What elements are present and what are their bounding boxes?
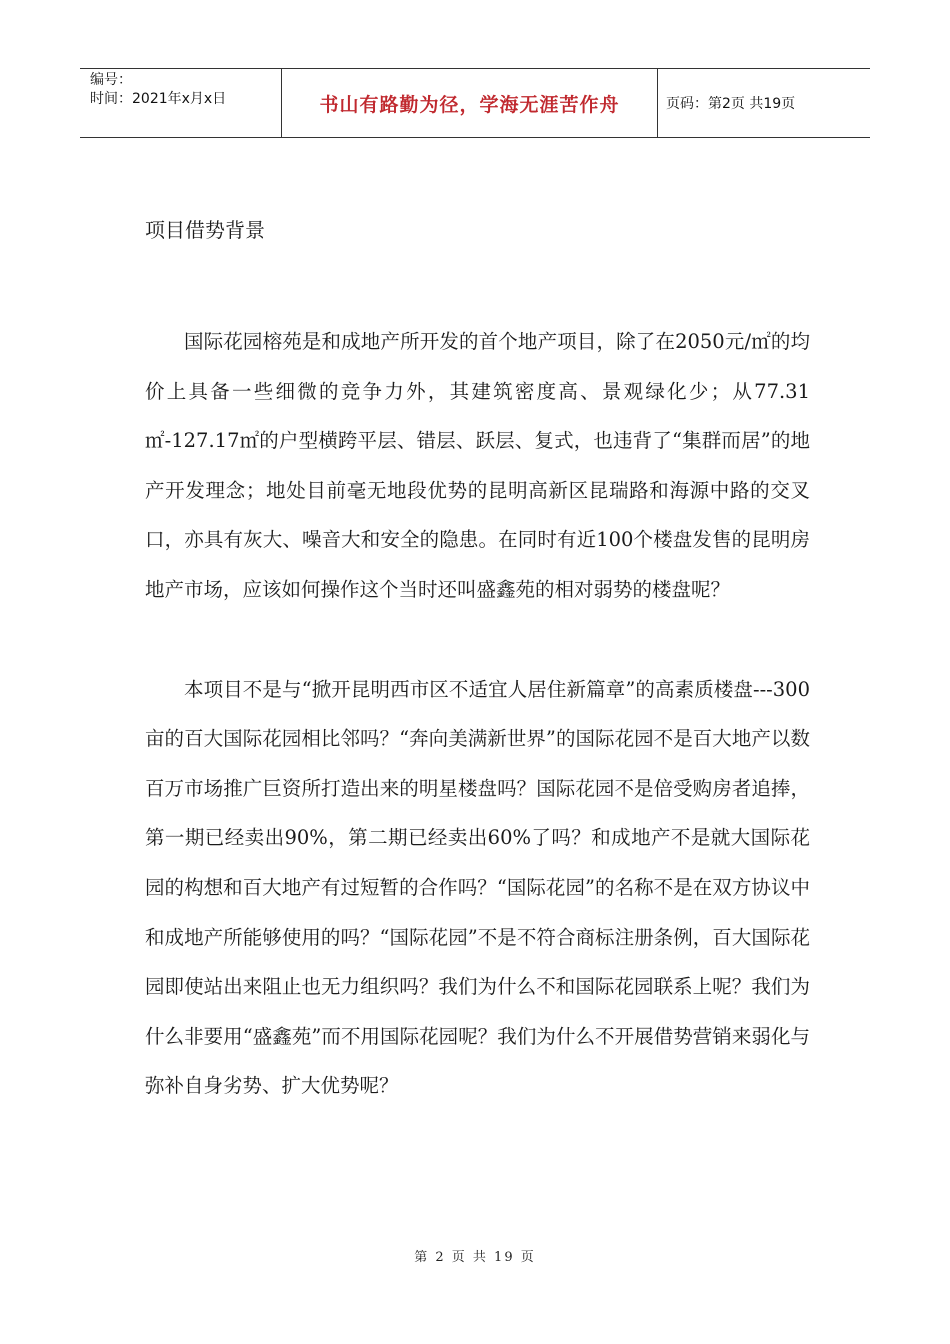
body-paragraph-2: 本项目不是与“掀开昆明西市区不适宜人居住新篇章”的高素质楼盘---300亩的百大国际花园相比邻吗？“奔向美满新世界”的国际花园不是百大地产以数百万市场推广巨资所打造出来的明星楼盘吗？国际花园不是倍受购房者追捧，第一期已经卖出90%，第二期已经卖出60%了吗？和成地产不是就大国际花园的构想和百大地产有过短暂的合作吗？“国际花园”的名称不是在双方协议中和成地产所能够使用的吗？“国际花园”不是不符合商标注册条例，百大国际花园即使站出来阻止也无力组织吗？我们为什么不和国际花园联系上呢？我们为什么非要用“盛鑫苑”而不用国际花园呢？我们为什么不开展借势营销来弱化与弥补自身劣势、扩大优势呢？ [145, 677, 810, 1098]
header-motto: 书山有路勤为径，学海无涯苦作舟 [282, 69, 658, 137]
number-label: 编号： [90, 72, 132, 88]
header-page-info: 页码：第2页 共19页 [666, 96, 796, 112]
page-footer: 第 2 页 共 19 页 [414, 1250, 536, 1265]
document-header [80, 68, 870, 138]
date-label: 时间：2021年x月x日 [90, 91, 227, 107]
header-meta-cell [80, 69, 282, 137]
section-title: 项目借势背景 [145, 218, 265, 242]
document-body [145, 215, 810, 1111]
body-paragraph-1: 国际花园榕苑是和成地产所开发的首个地产项目，除了在2050元/㎡的均价上具备一些细微的竞争力外，其建筑密度高、景观绿化少；从77.31㎡-127.17㎡的户型横跨平层、错层、跃层、复式，也违背了“集群而居”的地产开发理念；地处目前毫无地段优势的昆明高新区昆瑞路和海源中路的交叉口，亦具有灰大、噪音大和安全的隐患。在同时有近100个楼盘发售的昆明房地产市场，应该如何操作这个当时还叫盛鑫苑的相对弱势的楼盘呢？ [145, 330, 810, 601]
